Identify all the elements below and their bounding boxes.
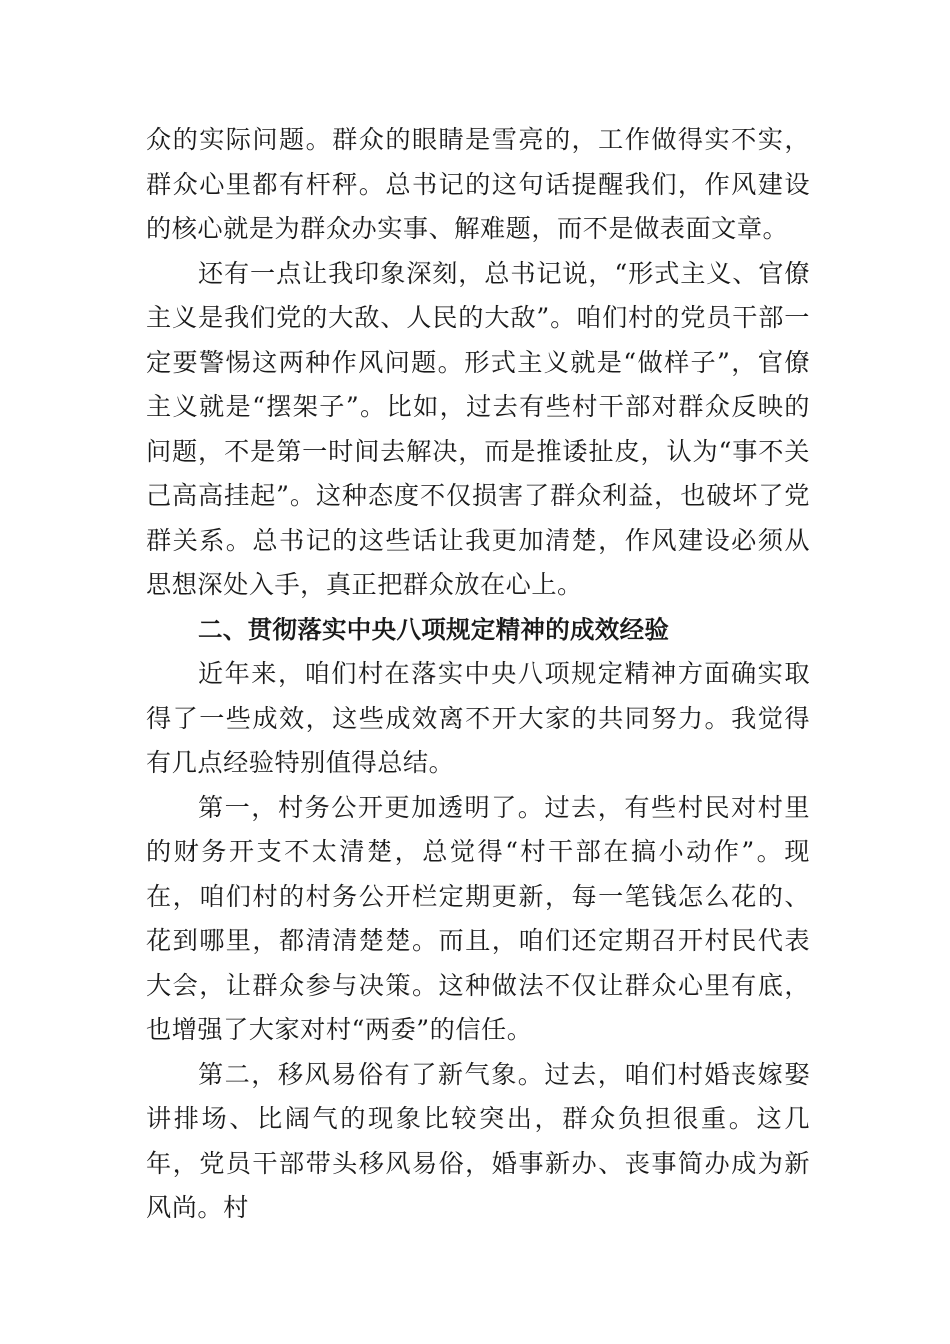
paragraph: 众的实际问题。群众的眼睛是雪亮的，工作做得实不实，群众心里都有杆秤。总书记的这句话提醒我们，作风建设的核心就是为群众办实事、解难题，而不是做表面文章。 <box>146 125 810 243</box>
document-body <box>146 118 810 1231</box>
paragraph: 第一，村务公开更加透明了。过去，有些村民对村里的财务开支不太清楚，总觉得“村干部在搞小动作”。现在，咱们村的村务公开栏定期更新，每一笔钱怎么花的、花到哪里，都清清楚楚。而且，咱们还定期召开村民代表大会，让群众参与决策。这种做法不仅让群众心里有底，也增强了大家对村“两委”的信任。 <box>146 792 810 1044</box>
paragraph: 第二，移风易俗有了新气象。过去，咱们村婚丧嫁娶讲排场、比阔气的现象比较突出，群众负担很重。这几年，党员干部带头移风易俗，婚事新办、丧事简办成为新风尚。村 <box>146 1059 810 1222</box>
paragraph: 还有一点让我印象深刻，总书记说，“形式主义、官僚主义是我们党的大敌、人民的大敌”。咱们村的党员干部一定要警惕这两种作风问题。形式主义就是“做样子”，官僚主义就是“摆架子”。比如，过去有些村干部对群众反映的问题，不是第一时间去解决，而是推诿扯皮，认为“事不关己高高挂起”。这种态度不仅损害了群众利益，也破坏了党群关系。总书记的这些话让我更加清楚，作风建设必须从思想深处入手，真正把群众放在心上。 <box>146 258 810 599</box>
section-heading: 二、贯彻落实中央八项规定精神的成效经验 <box>198 614 670 644</box>
paragraph: 近年来，咱们村在落实中央八项规定精神方面确实取得了一些成效，这些成效离不开大家的共同努力。我觉得有几点经验特别值得总结。 <box>146 659 810 777</box>
